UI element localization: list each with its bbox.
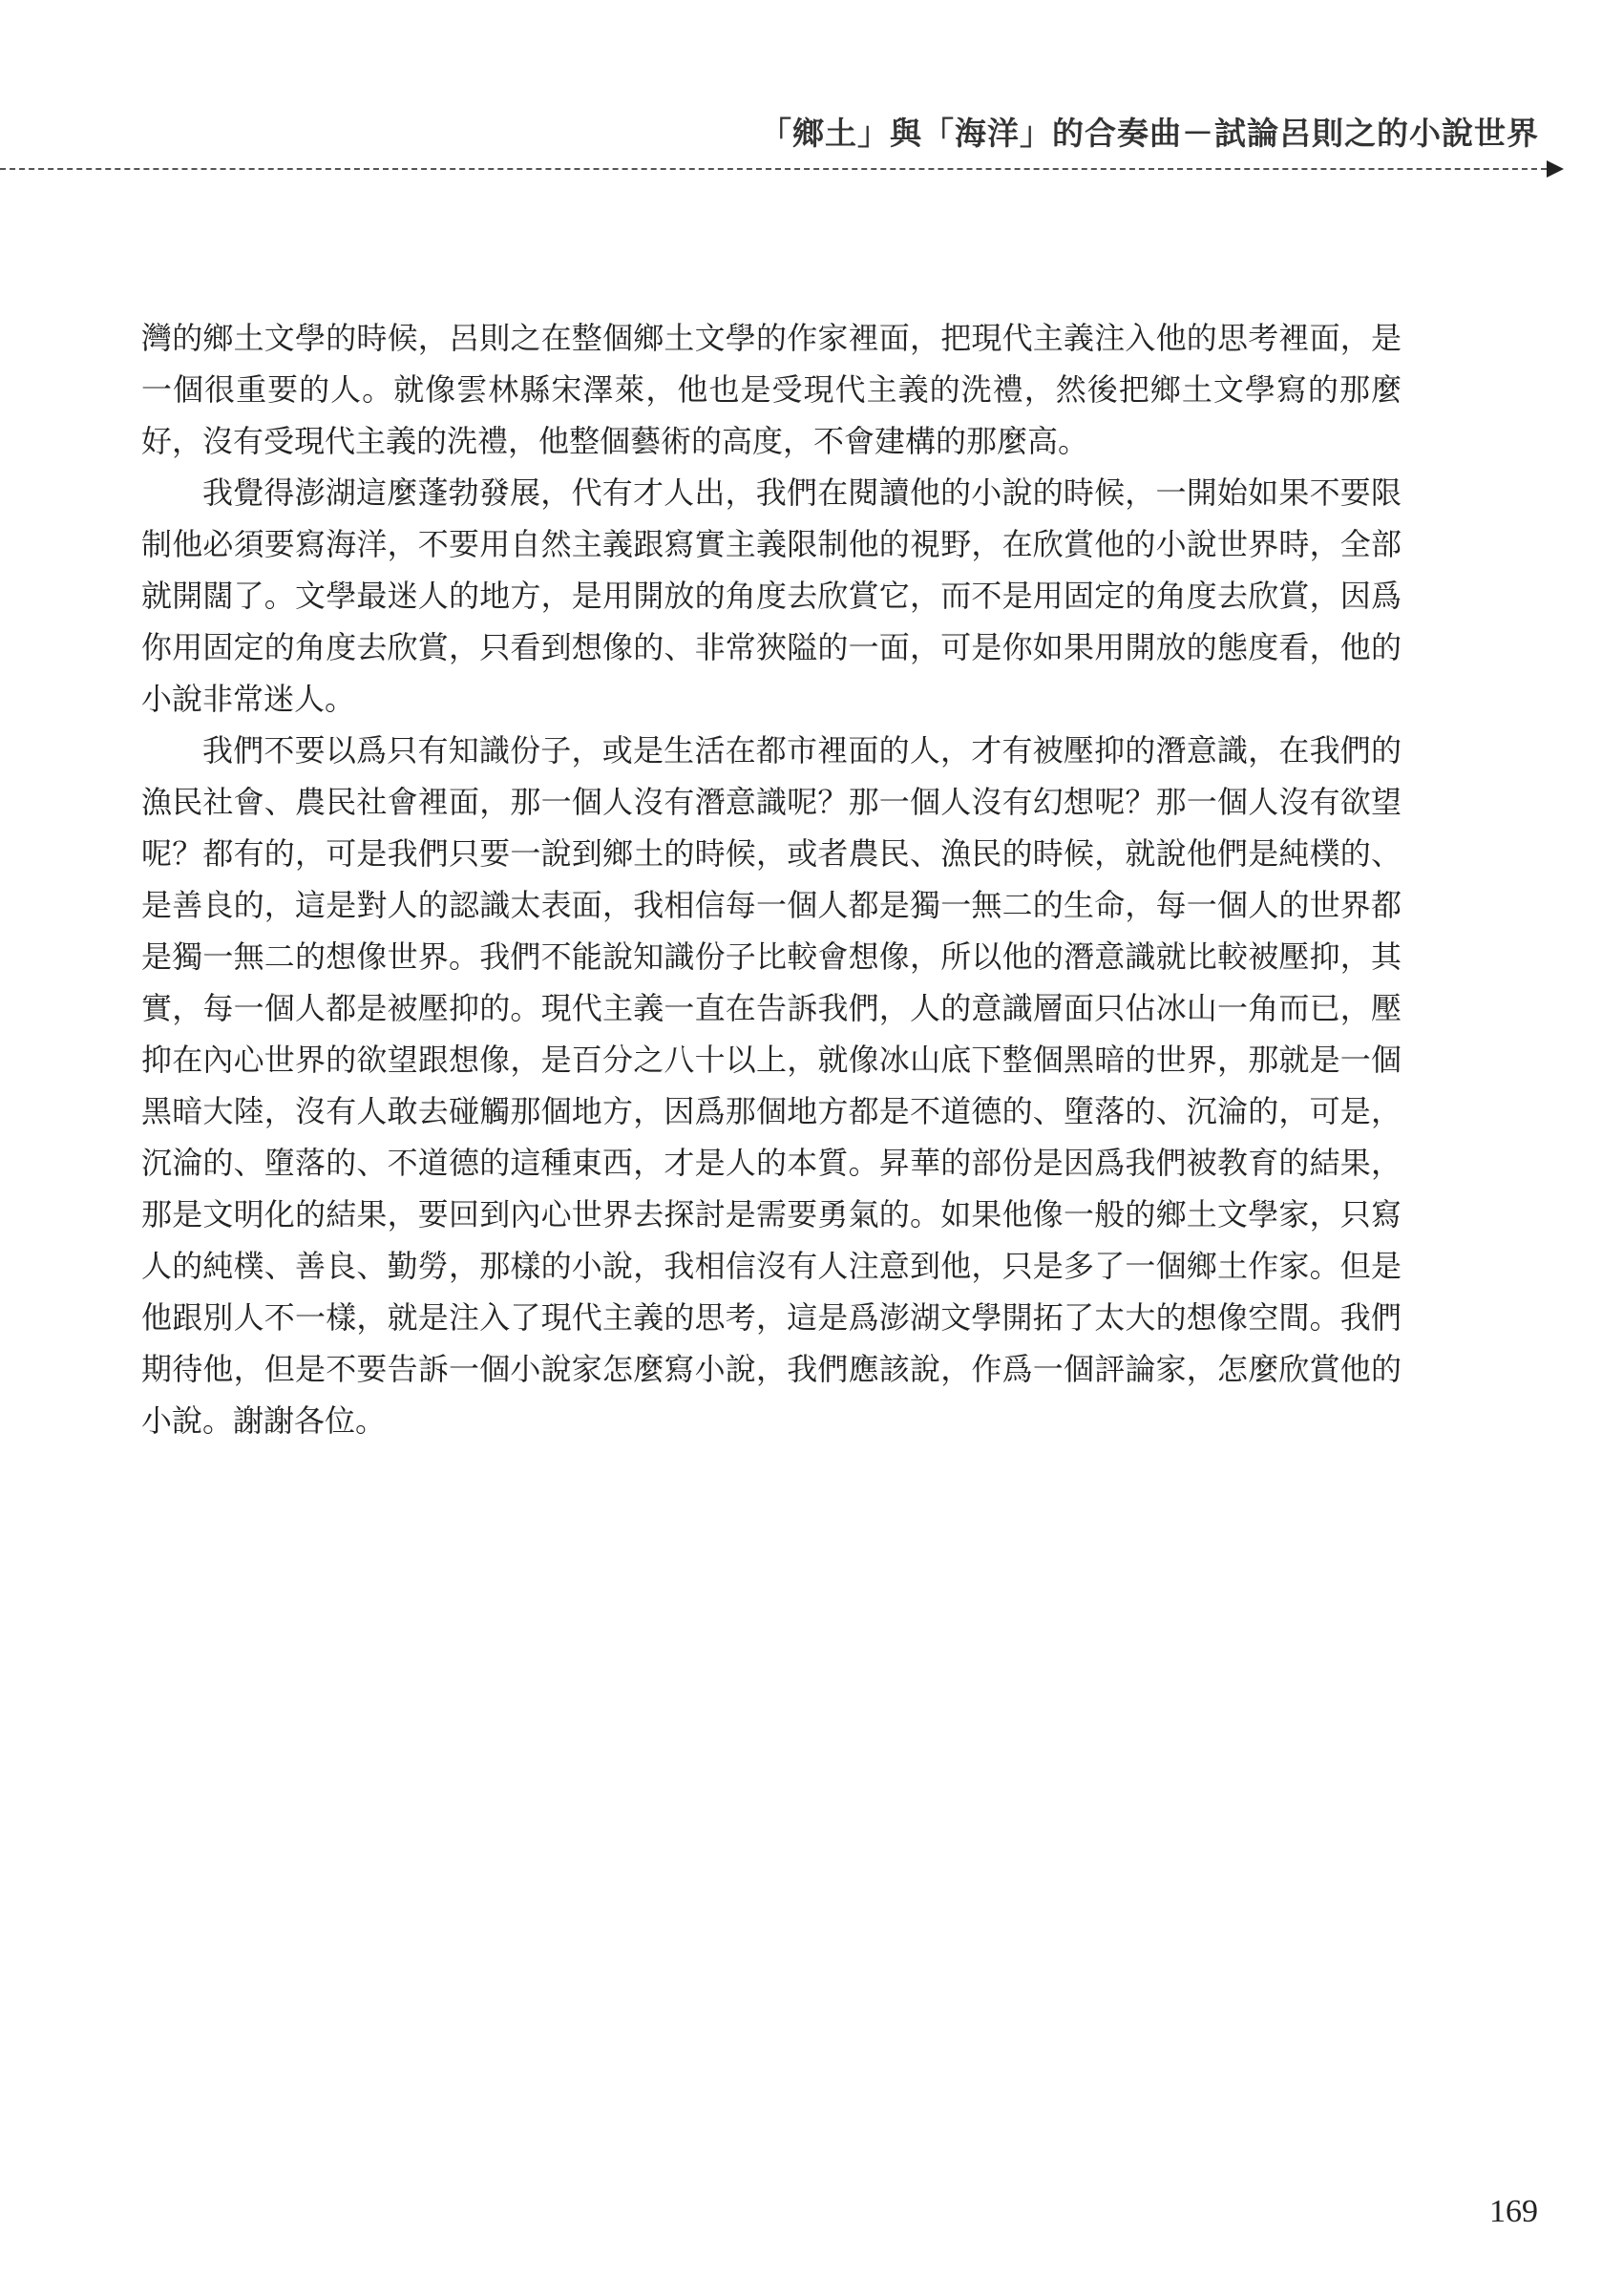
paragraph-1: 灣的鄉土文學的時候，呂則之在整個鄉土文學的作家裡面，把現代主義注入他的思考裡面，是一個很重要的人。就像雲林縣宋澤萊，他也是受現代主義的洗禮，然後把鄉土文學寫的那麼好，沒有受現代主義的洗禮，他整個藝術的高度，不會建構的那麼高。 — [141, 320, 1402, 459]
page-number: 169 — [1489, 2194, 1538, 2229]
paragraph-2: 我覺得澎湖這麼蓬勃發展，代有才人出，我們在閱讀他的小說的時候，一開始如果不要限制他必須要寫海洋，不要用自然主義跟寫實主義限制他的視野，在欣賞他的小說世界時，全部就開闊了。文學最迷人的地方，是用開放的角度去欣賞它，而不是用固定的角度去欣賞，因爲你用固定的角度去欣賞，只看到想像的、非常狹隘的一面，可是你如果用開放的態度看，他的小說非常迷人。 — [141, 474, 1402, 717]
header-arrow-icon — [1547, 160, 1564, 178]
running-header-title: 「鄉土」與「海洋」的合奏曲－試論呂則之的小說世界 — [760, 115, 1539, 152]
header-dashed-rule — [0, 168, 1547, 170]
body-text — [141, 312, 1402, 1446]
paragraph-3: 我們不要以爲只有知識份子，或是生活在都市裡面的人，才有被壓抑的潛意識，在我們的漁民社會、農民社會裡面，那一個人沒有潛意識呢？那一個人沒有幻想呢？那一個人沒有欲望呢？都有的，可是我們只要一說到鄉土的時候，或者農民、漁民的時候，就說他們是純樸的、是善良的，這是對人的認識太表面，我相信每一個人都是獨一無二的生命，每一個人的世界都是獨一無二的想像世界。我們不能說知識份子比較會想像，所以他的潛意識就比較被壓抑，其實，每一個人都是被壓抑的。現代主義一直在告訴我們，人的意識層面只佔冰山一角而已，壓抑在內心世界的欲望跟想像，是百分之八十以上，就像冰山底下整個黑暗的世界，那就是一個黑暗大陸，沒有人敢去碰觸那個地方，因爲那個地方都是不道德的、墮落的、沉淪的，可是，沉淪的、墮落的、不道德的這種東西，才是人的本質。昇華的部份是因爲我們被教育的結果，那是文明化的結果，要回到內心世界去探討是需要勇氣的。如果他像一般的鄉土文學家，只寫人的純樸、善良、勤勞，那樣的小說，我相信沒有人注意到他，只是多了一個鄉土作家。但是他跟別人不一樣，就是注入了現代主義的思考，這是爲澎湖文學開拓了太大的想像空間。我們期待他，但是不要告訴一個小說家怎麼寫小說，我們應該說，作爲一個評論家，怎麼欣賞他的小說。謝謝各位。 — [141, 732, 1402, 1439]
